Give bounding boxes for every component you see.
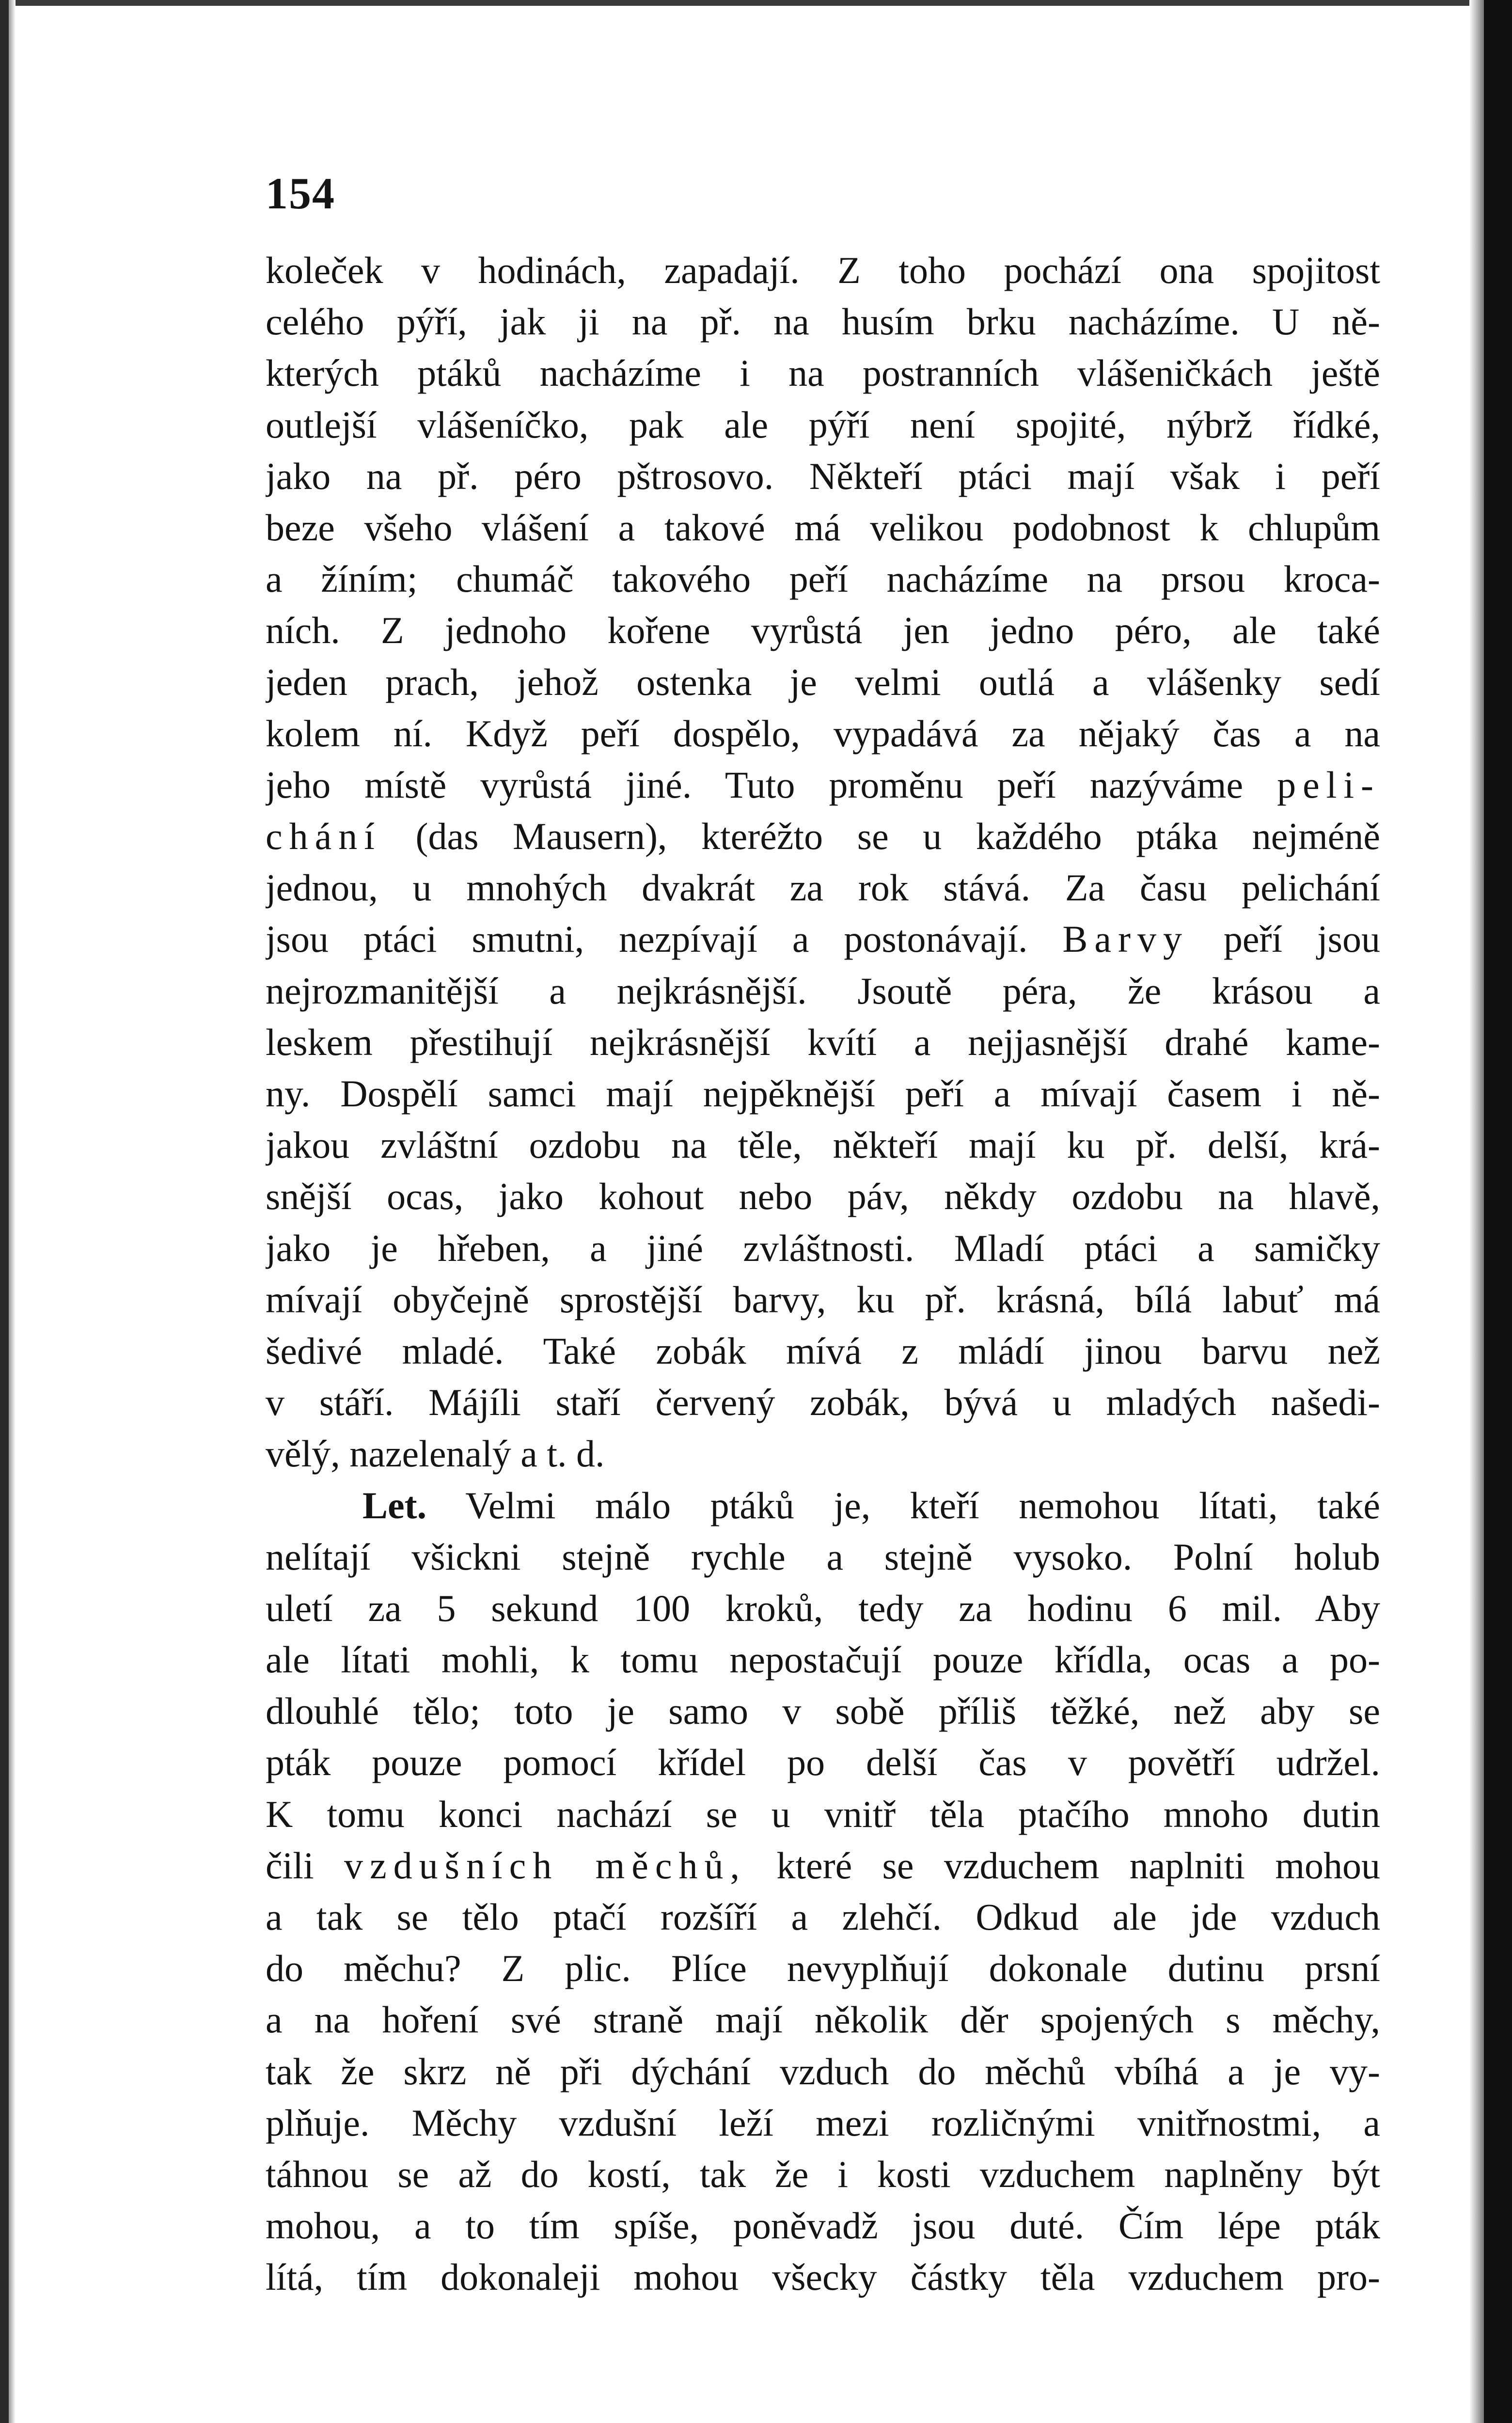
text-segment: Velmi málo ptáků je, kteří nemohou lítati, také [465, 1484, 1380, 1526]
scan-edge-top [0, 0, 1512, 6]
text-line: beze všeho vlášení a takové má velikou podobnost k chlupům [266, 506, 1380, 549]
term-barvy: Barvy [1062, 918, 1189, 960]
scan-edge-right [1484, 0, 1512, 2423]
text-line: ny. Dospělí samci mají nejpěknější peří a mívají časem i ně- [266, 1072, 1380, 1115]
text-line: pták pouze pomocí křídel po delší čas v povětří udržel. [266, 1741, 1380, 1784]
text-line: K tomu konci nachází se u vnitř těla ptačího mnoho dutin [266, 1793, 1380, 1835]
text-line: koleček v hodinách, zapadají. Z toho pochází ona spojitost [266, 249, 1380, 291]
text-line: jako je hřeben, a jiné zvláštnosti. Mladí ptáci a samičky [266, 1227, 1380, 1269]
text-line: snější ocas, jako kohout nebo páv, někdy ozdobu na hlavě, [266, 1175, 1380, 1218]
section-heading-let: Let. [362, 1484, 427, 1526]
text-line: uletí za 5 sekund 100 kroků, tedy za hodinu 6 mil. Aby [266, 1587, 1380, 1629]
text-line: a na hoření své straně mají několik děr spojených s měchy, [266, 1998, 1380, 2041]
text-line: jednou, u mnohých dvakrát za rok stává. Za času pelichání [266, 866, 1380, 909]
text-line: dlouhlé tělo; toto je samo v sobě příliš těžké, než aby se [266, 1690, 1380, 1732]
term-pelichani-part1: peli- [1277, 763, 1380, 806]
text-line: táhnou se až do kostí, tak že i kosti vzduchem naplněny být [266, 2153, 1380, 2195]
text-line: kolem ní. Když peří dospělo, vypadává za nějaký čas a na [266, 712, 1380, 755]
text-line: do měchu? Z plic. Plíce nevyplňují dokonale dutinu prsní [266, 1947, 1380, 1990]
text-line: celého pýří, jak ji na př. na husím brku nacházíme. U ně- [266, 300, 1380, 343]
text-line: jakou zvláštní ozdobu na těle, někteří mají ku př. delší, krá- [266, 1124, 1380, 1166]
text-line: a tak se tělo ptačí rozšíří a zlehčí. Odkud ale jde vzduch [266, 1896, 1380, 1938]
text-segment: které se vzduchem naplniti mohou [776, 1844, 1380, 1887]
text-segment: jeho místě vyrůstá jiné. Tuto proměnu peří nazýváme [266, 763, 1244, 806]
text-line: vělý, nazelenalý a t. d. [266, 1432, 605, 1475]
text-line: v stáří. Májíli staří červený zobák, bývá u mladých našedi- [266, 1381, 1380, 1424]
text-line: jeden prach, jehož ostenka je velmi outlá a vlášenky sedí [266, 661, 1380, 703]
text-line: ních. Z jednoho kořene vyrůstá jen jedno péro, ale také [266, 609, 1380, 652]
text-line: jako na př. péro pštrosovo. Někteří ptáci mají však i peří [266, 455, 1380, 497]
text-line: kterých ptáků nacházíme i na postranních vlášeničkách ještě [266, 352, 1380, 394]
text-line: outlejší vlášeníčko, pak ale pýří není spojité, nýbrž řídké, [266, 403, 1380, 446]
text-line: lítá, tím dokonaleji mohou všecky částky těla vzduchem pro- [266, 2256, 1380, 2298]
scan-edge-right-shadow [1469, 0, 1484, 2423]
text-line: nejrozmanitější a nejkrásnější. Jsoutě péra, že krásou a [266, 969, 1380, 1012]
text-line: mohou, a to tím spíše, poněvadž jsou duté. Čím lépe pták [266, 2204, 1380, 2247]
text-line: leskem přestihují nejkrásnější kvítí a nejjasnější drahé kame- [266, 1021, 1380, 1063]
scan-edge-left [0, 0, 9, 2423]
text-line: ale lítati mohli, k tomu nepostačují pouze křídla, ocas a po- [266, 1638, 1380, 1681]
text-line: a žíním; chumáč takového peří nacházíme na prsou kroca- [266, 558, 1380, 600]
text-line [266, 811, 1380, 862]
body-text [266, 245, 1380, 2303]
text-segment: jsou ptáci smutni, nezpívají a postonávají. [266, 918, 1028, 960]
term-pelichani-part2: chání [266, 815, 381, 858]
text-line [266, 1480, 1380, 1531]
text-line: šedivé mladé. Také zobák mívá z mládí jinou barvu než [266, 1329, 1380, 1372]
text-line [266, 913, 1380, 965]
text-line: plňuje. Měchy vzdušní leží mezi rozličnými vnitřnostmi, a [266, 2101, 1380, 2144]
text-line [266, 759, 1380, 811]
text-segment: čili [266, 1844, 314, 1887]
text-segment: peří jsou [1223, 918, 1380, 960]
text-line: nelítají všickni stejně rychle a stejně vysoko. Polní holub [266, 1535, 1380, 1578]
text-segment: (das Mausern), kteréžto se u každého ptáka nejméně [415, 815, 1380, 858]
text-line: mívají obyčejně sprostější barvy, ku př. krásná, bílá labuť má [266, 1278, 1380, 1321]
page-number: 154 [266, 169, 335, 218]
text-line [266, 1840, 1380, 1891]
term-vzdusni-mechy: vzdušních měchů, [344, 1844, 746, 1887]
text-line: tak že skrz ně při dýchání vzduch do měchů vbíhá a je vy- [266, 2050, 1380, 2093]
scan-edge-left-shadow [9, 0, 16, 2423]
